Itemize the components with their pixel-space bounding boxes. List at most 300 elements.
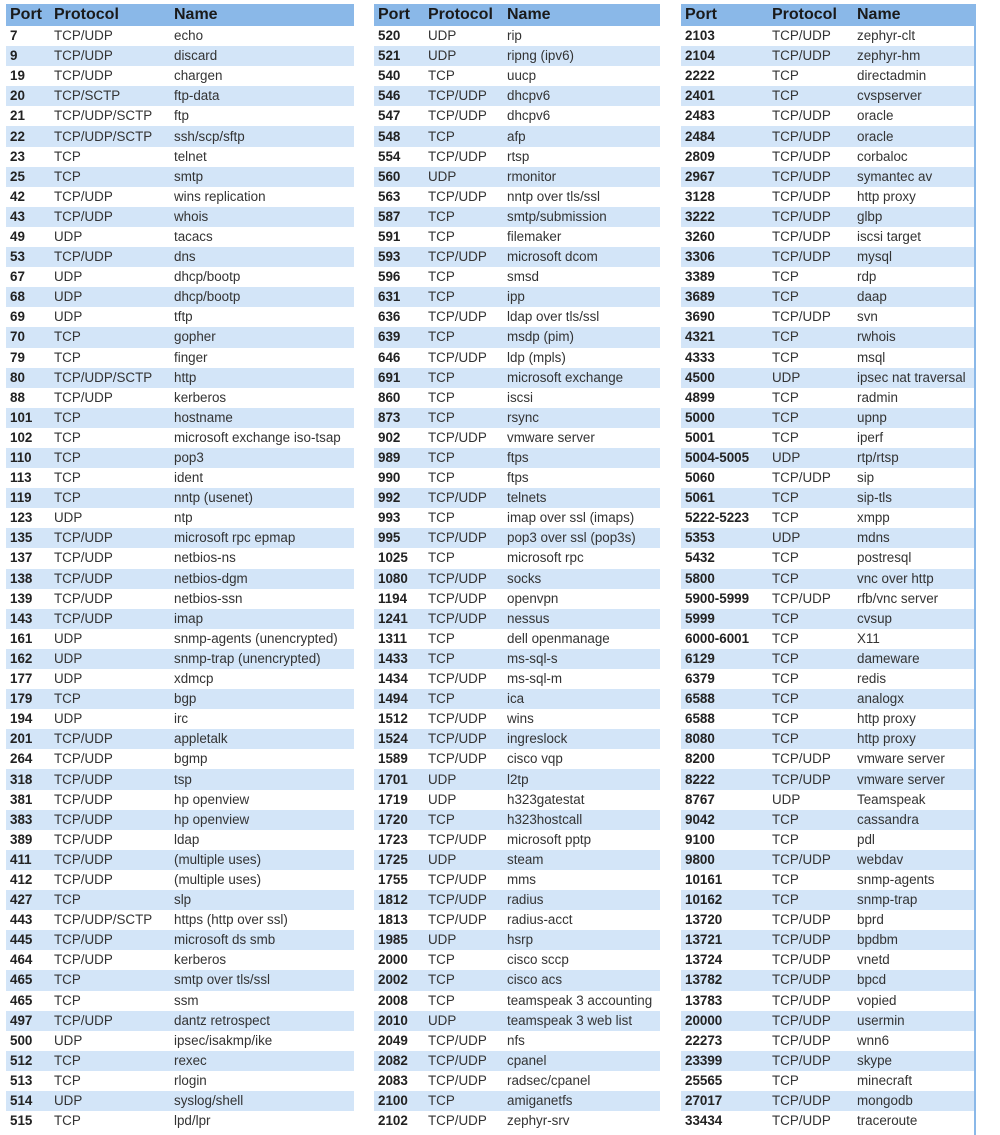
table-row [374,790,660,810]
port-cell: 443 [6,910,50,930]
protocol-cell: TCP [50,1071,170,1091]
table-row [681,227,974,247]
protocol-cell: TCP/UDP [768,749,853,769]
table-row [681,287,974,307]
protocol-cell: TCP [768,348,853,368]
protocol-cell: TCP/UDP [424,749,503,769]
table-row [6,66,354,86]
port-cell: 6588 [681,689,768,709]
protocol-cell: TCP [768,86,853,106]
port-cell: 500 [6,1031,50,1051]
service-name-cell: smsd [503,267,660,287]
protocol-cell: TCP/UDP [50,790,170,810]
table-row [374,1051,660,1071]
table-row [681,468,974,488]
service-name-cell: tacacs [170,227,354,247]
service-name-cell: rlogin [170,1071,354,1091]
service-name-cell: microsoft rpc epmap [170,528,354,548]
table-row [374,729,660,749]
table-row [6,870,354,890]
service-name-cell: ftps [503,468,660,488]
port-cell: 10162 [681,890,768,910]
service-name-cell: hp openview [170,790,354,810]
table-row [6,850,354,870]
service-name-cell: whois [170,207,354,227]
service-name-cell: sip-tls [853,488,974,508]
protocol-cell: TCP [50,890,170,910]
port-cell: 9100 [681,830,768,850]
table-row [374,207,660,227]
service-name-cell: socks [503,569,660,589]
service-name-cell: skype [853,1051,974,1071]
table-row [374,910,660,930]
port-cell: 5900-5999 [681,589,768,609]
table-row [374,810,660,830]
protocol-cell: TCP [50,991,170,1011]
protocol-cell: TCP/UDP [768,950,853,970]
protocol-cell: TCP/UDP [768,1091,853,1111]
port-cell: 119 [6,488,50,508]
port-cell: 389 [6,830,50,850]
port-cell: 691 [374,368,424,388]
service-name-cell: netbios-dgm [170,569,354,589]
service-name-cell: microsoft rpc [503,548,660,568]
table-row [681,448,974,468]
service-name-cell: wnn6 [853,1031,974,1051]
port-cell: 995 [374,528,424,548]
table-row [681,1031,974,1051]
protocol-cell: UDP [768,528,853,548]
service-name-cell: xmpp [853,508,974,528]
table-row [681,689,974,709]
protocol-cell: TCP [768,669,853,689]
table-row [6,709,354,729]
service-name-cell: ntp [170,508,354,528]
port-cell: 13724 [681,950,768,970]
port-cell: 2483 [681,106,768,126]
table-row [374,126,660,146]
service-name-cell: pop3 over ssl (pop3s) [503,528,660,548]
table-row [374,850,660,870]
table-row [374,307,660,327]
service-name-cell: kerberos [170,388,354,408]
port-cell: 113 [6,468,50,488]
table-row [374,1071,660,1091]
table-row [6,749,354,769]
port-cell: 521 [374,46,424,66]
table-row [681,388,974,408]
table-row [681,66,974,86]
service-name-cell: (multiple uses) [170,870,354,890]
protocol-cell: TCP [424,448,503,468]
service-name-cell: pdl [853,830,974,850]
table-row [374,106,660,126]
table-row [374,388,660,408]
table-row [374,227,660,247]
service-name-cell: bgp [170,689,354,709]
service-name-cell: mdns [853,528,974,548]
port-cell: 2967 [681,167,768,187]
table-row [374,970,660,990]
header-row [681,4,974,26]
table-row [681,930,974,950]
service-name-cell: webdav [853,850,974,870]
port-cell: 860 [374,388,424,408]
port-cell: 2103 [681,26,768,46]
port-cell: 587 [374,207,424,227]
port-cell: 9042 [681,810,768,830]
port-cell: 9800 [681,850,768,870]
service-name-cell: upnp [853,408,974,428]
service-name-cell: microsoft pptp [503,830,660,850]
service-name-cell: dell openmanage [503,629,660,649]
port-cell: 1589 [374,749,424,769]
protocol-cell: TCP/UDP [768,1031,853,1051]
port-cell: 143 [6,609,50,629]
port-cell: 497 [6,1011,50,1031]
port-cell: 6000-6001 [681,629,768,649]
service-name-cell: http [170,368,354,388]
service-name-cell: ident [170,468,354,488]
service-name-cell: nfs [503,1031,660,1051]
port-cell: 445 [6,930,50,950]
table-row [374,187,660,207]
protocol-cell: TCP [768,267,853,287]
port-cell: 411 [6,850,50,870]
table-row [681,106,974,126]
table-row [6,569,354,589]
service-name-cell: radmin [853,388,974,408]
table-row [374,930,660,950]
port-cell: 68 [6,287,50,307]
port-cell: 636 [374,307,424,327]
service-name-cell: iscsi target [853,227,974,247]
table-row [6,147,354,167]
service-name-cell: ipp [503,287,660,307]
port-cell: 547 [374,106,424,126]
port-cell: 53 [6,247,50,267]
port-cell: 5004-5005 [681,448,768,468]
service-name-cell: vmware server [853,769,974,789]
service-name-cell: openvpn [503,589,660,609]
table-row [374,327,660,347]
table-row [6,287,354,307]
service-name-cell: h323gatestat [503,790,660,810]
service-name-cell: gopher [170,327,354,347]
protocol-cell: TCP/UDP [50,830,170,850]
service-name-cell: bprd [853,910,974,930]
protocol-cell: TCP [768,1071,853,1091]
port-cell: 7 [6,26,50,46]
protocol-cell: TCP/UDP [50,589,170,609]
port-cell: 1512 [374,709,424,729]
port-cell: 179 [6,689,50,709]
table-row [6,408,354,428]
protocol-cell: TCP [424,629,503,649]
table-row [6,267,354,287]
table-row [6,910,354,930]
protocol-cell: TCP/UDP [768,910,853,930]
port-cell: 88 [6,388,50,408]
table-row [6,689,354,709]
service-name-cell: wins [503,709,660,729]
service-name-cell: rfb/vnc server [853,589,974,609]
protocol-cell: UDP [424,850,503,870]
port-cell: 1725 [374,850,424,870]
protocol-cell: TCP/UDP [768,187,853,207]
service-name-cell: cassandra [853,810,974,830]
table-row [374,448,660,468]
table-row [6,810,354,830]
table-row [374,1091,660,1111]
table-row [374,428,660,448]
table-row [681,126,974,146]
port-cell: 1241 [374,609,424,629]
port-cell: 13721 [681,930,768,950]
port-cell: 1433 [374,649,424,669]
table-row [681,167,974,187]
service-name-cell: rexec [170,1051,354,1071]
service-name-cell: appletalk [170,729,354,749]
protocol-cell: TCP [424,689,503,709]
service-name-cell: tftp [170,307,354,327]
service-name-cell: postresql [853,548,974,568]
protocol-cell: TCP/UDP [50,528,170,548]
protocol-cell: TCP/UDP [50,930,170,950]
protocol-cell: TCP/UDP [424,247,503,267]
table-row [6,769,354,789]
service-name-cell: netbios-ssn [170,589,354,609]
service-name-cell: microsoft exchange [503,368,660,388]
service-name-cell: cvspserver [853,86,974,106]
port-cell: 381 [6,790,50,810]
protocol-header: Protocol [424,4,503,26]
port-cell: 1720 [374,810,424,830]
table-row [681,749,974,769]
protocol-cell: TCP [768,508,853,528]
table-row [681,609,974,629]
protocol-cell: UDP [424,46,503,66]
protocol-cell: UDP [424,790,503,810]
table-row [681,247,974,267]
table-row [6,649,354,669]
protocol-cell: TCP/UDP [424,890,503,910]
service-name-cell: telnets [503,488,660,508]
port-cell: 546 [374,86,424,106]
service-name-cell: ssh/scp/sftp [170,126,354,146]
protocol-cell: TCP [424,649,503,669]
protocol-cell: UDP [50,287,170,307]
service-name-cell: rdp [853,267,974,287]
table-row [374,66,660,86]
service-name-cell: cisco sccp [503,950,660,970]
service-name-cell: cisco acs [503,970,660,990]
protocol-cell: TCP/UDP [50,26,170,46]
protocol-cell: UDP [424,167,503,187]
protocol-cell: TCP [768,729,853,749]
service-name-cell: https (http over ssl) [170,910,354,930]
service-name-cell: vmware server [503,428,660,448]
protocol-cell: TCP [768,287,853,307]
protocol-cell: TCP [424,1091,503,1111]
port-cell: 873 [374,408,424,428]
port-cell: 5061 [681,488,768,508]
port-cell: 8767 [681,790,768,810]
port-header: Port [374,4,424,26]
table-row [681,569,974,589]
table-row [681,488,974,508]
service-name-cell: irc [170,709,354,729]
port-cell: 1813 [374,910,424,930]
port-cell: 990 [374,468,424,488]
table-row [681,267,974,287]
table-row [6,830,354,850]
table-row [374,167,660,187]
table-row [374,287,660,307]
service-name-cell: ms-sql-m [503,669,660,689]
port-cell: 1701 [374,769,424,789]
protocol-cell: TCP/UDP [768,589,853,609]
service-name-cell: teamspeak 3 web list [503,1011,660,1031]
table-row [681,207,974,227]
protocol-cell: TCP/UDP [424,187,503,207]
protocol-cell: TCP/UDP/SCTP [50,106,170,126]
protocol-cell: TCP/UDP [424,307,503,327]
port-cell: 138 [6,569,50,589]
port-cell: 8200 [681,749,768,769]
table-row [6,970,354,990]
service-name-cell: X11 [853,629,974,649]
port-cell: 4321 [681,327,768,347]
port-cell: 2002 [374,970,424,990]
table-row [374,1031,660,1051]
port-cell: 8080 [681,729,768,749]
protocol-cell: UDP [424,26,503,46]
port-cell: 2484 [681,126,768,146]
service-name-cell: telnet [170,147,354,167]
protocol-cell: TCP [768,388,853,408]
table-row [374,589,660,609]
protocol-cell: TCP/UDP [768,126,853,146]
table-row [681,649,974,669]
table-row [6,428,354,448]
service-name-cell: iperf [853,428,974,448]
service-name-cell: hp openview [170,810,354,830]
protocol-cell: TCP [50,147,170,167]
service-name-cell: snmp-agents (unencrypted) [170,629,354,649]
protocol-cell: TCP/UDP [424,1031,503,1051]
table-row [374,247,660,267]
table-row [374,267,660,287]
port-cell: 5999 [681,609,768,629]
name-header: Name [170,4,354,26]
table-row [374,749,660,769]
table-row [681,187,974,207]
port-cell: 5060 [681,468,768,488]
service-name-cell: ftp [170,106,354,126]
protocol-cell: TCP/UDP [424,147,503,167]
service-name-cell: vnc over http [853,569,974,589]
service-name-cell: mms [503,870,660,890]
protocol-cell: UDP [50,629,170,649]
protocol-cell: TCP [424,810,503,830]
table-row [681,86,974,106]
port-cell: 69 [6,307,50,327]
service-name-cell: ftp-data [170,86,354,106]
port-cell: 5353 [681,528,768,548]
protocol-cell: TCP/UDP [424,428,503,448]
protocol-cell: TCP [424,287,503,307]
port-cell: 989 [374,448,424,468]
port-cell: 1025 [374,548,424,568]
protocol-cell: UDP [50,508,170,528]
table-row [6,548,354,568]
table-row [6,629,354,649]
port-cell: 383 [6,810,50,830]
port-cell: 593 [374,247,424,267]
port-cell: 6379 [681,669,768,689]
table-row [681,408,974,428]
port-cell: 464 [6,950,50,970]
protocol-cell: TCP [50,428,170,448]
port-cell: 2010 [374,1011,424,1031]
port-cell: 3260 [681,227,768,247]
protocol-cell: TCP [424,207,503,227]
name-header: Name [503,4,660,26]
service-name-cell: glbp [853,207,974,227]
protocol-cell: TCP [424,468,503,488]
table-row [681,327,974,347]
port-cell: 42 [6,187,50,207]
port-cell: 6588 [681,709,768,729]
port-cell: 4333 [681,348,768,368]
protocol-cell: TCP/UDP [768,1011,853,1031]
protocol-cell: TCP/UDP [50,850,170,870]
port-cell: 515 [6,1111,50,1131]
table-row [681,629,974,649]
service-name-cell: (multiple uses) [170,850,354,870]
port-cell: 49 [6,227,50,247]
table-row [681,368,974,388]
protocol-cell: TCP/SCTP [50,86,170,106]
protocol-cell: TCP [50,348,170,368]
service-name-cell: rsync [503,408,660,428]
table-row [6,1111,354,1131]
protocol-cell: TCP/UDP [50,1011,170,1031]
service-name-cell: pop3 [170,448,354,468]
service-name-cell: smtp [170,167,354,187]
table-row [374,649,660,669]
service-name-cell: ldap [170,830,354,850]
service-name-cell: dhcpv6 [503,86,660,106]
protocol-cell: UDP [50,267,170,287]
port-cell: 20000 [681,1011,768,1031]
table-row [681,890,974,910]
protocol-cell: TCP/UDP [424,488,503,508]
service-name-cell: redis [853,669,974,689]
service-name-cell: zephyr-srv [503,1111,660,1131]
table-row [6,307,354,327]
port-cell: 20 [6,86,50,106]
service-name-cell: nessus [503,609,660,629]
port-cell: 177 [6,669,50,689]
port-cell: 3222 [681,207,768,227]
protocol-cell: TCP/UDP [424,106,503,126]
protocol-header: Protocol [50,4,170,26]
port-cell: 2049 [374,1031,424,1051]
table-row [681,870,974,890]
port-cell: 139 [6,589,50,609]
